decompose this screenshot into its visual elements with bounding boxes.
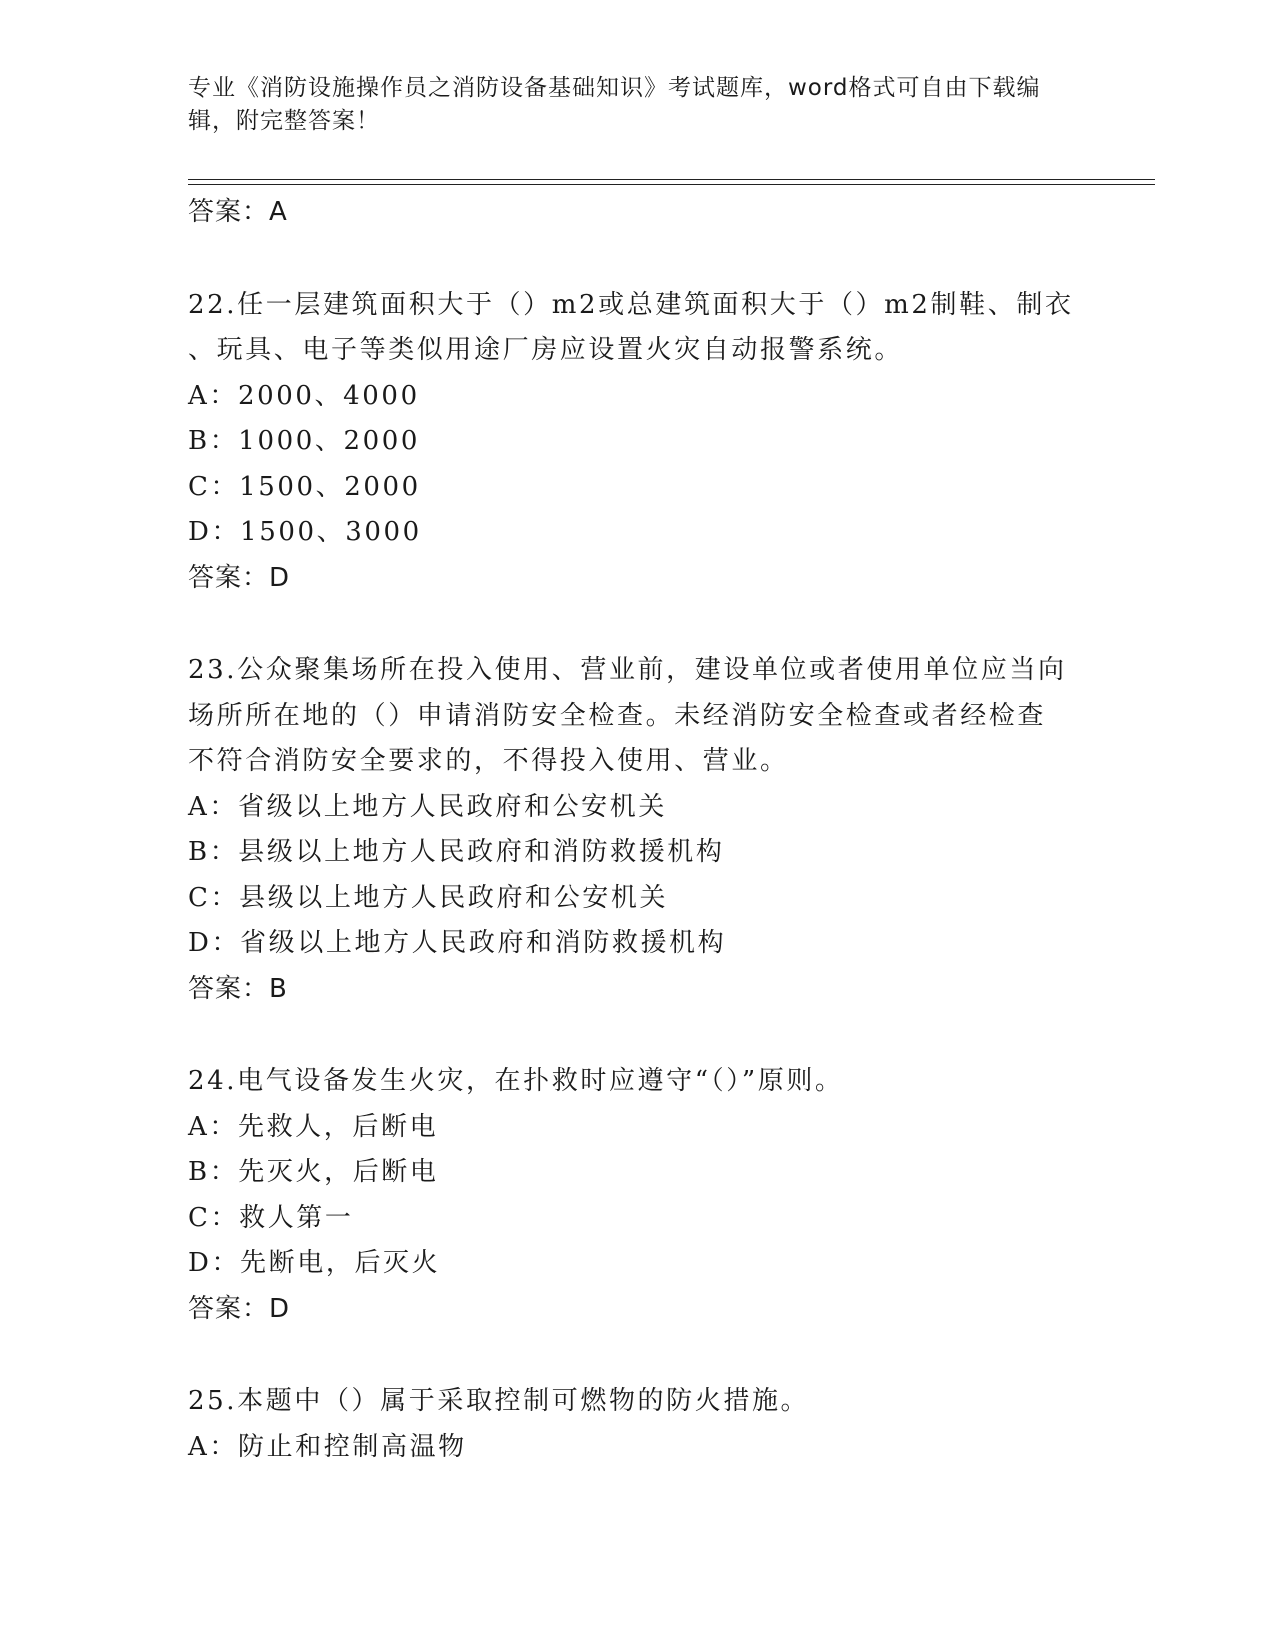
option-b: B：先灭火，后断电 bbox=[188, 1157, 439, 1187]
answer-line: 答案：B bbox=[188, 973, 288, 1004]
question-25 bbox=[188, 1379, 1088, 1470]
option-a: A：2000、4000 bbox=[188, 380, 420, 411]
question-stem-line: 24.电气设备发生火灾，在扑救时应遵守“（）”原则。 bbox=[188, 1066, 844, 1096]
answer-line: 答案：A bbox=[188, 197, 288, 227]
option-c: C：1500、2000 bbox=[188, 471, 421, 502]
spacer bbox=[188, 1332, 1088, 1379]
question-23 bbox=[188, 648, 1088, 1012]
option-d: D：省级以上地方人民政府和消防救援机构 bbox=[188, 928, 727, 958]
document-header bbox=[188, 72, 1088, 138]
question-stem-line: 23.公众聚集场所在投入使用、营业前，建设单位或者使用单位应当向 bbox=[188, 655, 1067, 685]
option-a: A：先救人，后断电 bbox=[188, 1111, 439, 1142]
spacer bbox=[188, 236, 1088, 283]
header-rule-bottom bbox=[188, 184, 1155, 185]
question-stem-line: 场所所在地的（）申请消防安全检查。未经消防安全检查或者经检查 bbox=[188, 700, 1047, 731]
header-rule-top bbox=[188, 179, 1155, 180]
answer-line: 答案：D bbox=[188, 562, 291, 593]
spacer bbox=[188, 601, 1088, 648]
header-line-2: 辑，附完整答案！ bbox=[188, 108, 380, 134]
question-stem-line: 22.任一层建筑面积大于（）m2或总建筑面积大于（）m2制鞋、制衣 bbox=[188, 289, 1074, 320]
option-b: B：县级以上地方人民政府和消防救援机构 bbox=[188, 837, 725, 867]
option-c: C：县级以上地方人民政府和公安机关 bbox=[188, 882, 669, 913]
question-24 bbox=[188, 1059, 1088, 1332]
question-22 bbox=[188, 283, 1088, 602]
answer-line: 答案：D bbox=[188, 1293, 291, 1324]
question-stem-line: 25.本题中（）属于采取控制可燃物的防火措施。 bbox=[188, 1386, 810, 1416]
header-line-1: 专业《消防设施操作员之消防设备基础知识》考试题库，word格式可自由下载编 bbox=[188, 75, 1041, 101]
option-c: C：救人第一 bbox=[188, 1202, 354, 1233]
spacer bbox=[188, 1012, 1088, 1059]
question-stem-line: 不符合消防安全要求的，不得投入使用、营业。 bbox=[188, 746, 789, 776]
option-d: D：先断电，后灭火 bbox=[188, 1248, 441, 1278]
option-d: D：1500、3000 bbox=[188, 517, 422, 547]
question-list bbox=[188, 190, 1088, 1470]
question-stem-line: 、玩具、电子等类似用途厂房应设置火灾自动报警系统。 bbox=[188, 335, 904, 365]
option-a: A：省级以上地方人民政府和公安机关 bbox=[188, 791, 667, 822]
option-a: A：防止和控制高温物 bbox=[188, 1431, 467, 1462]
option-b: B：1000、2000 bbox=[188, 426, 421, 456]
